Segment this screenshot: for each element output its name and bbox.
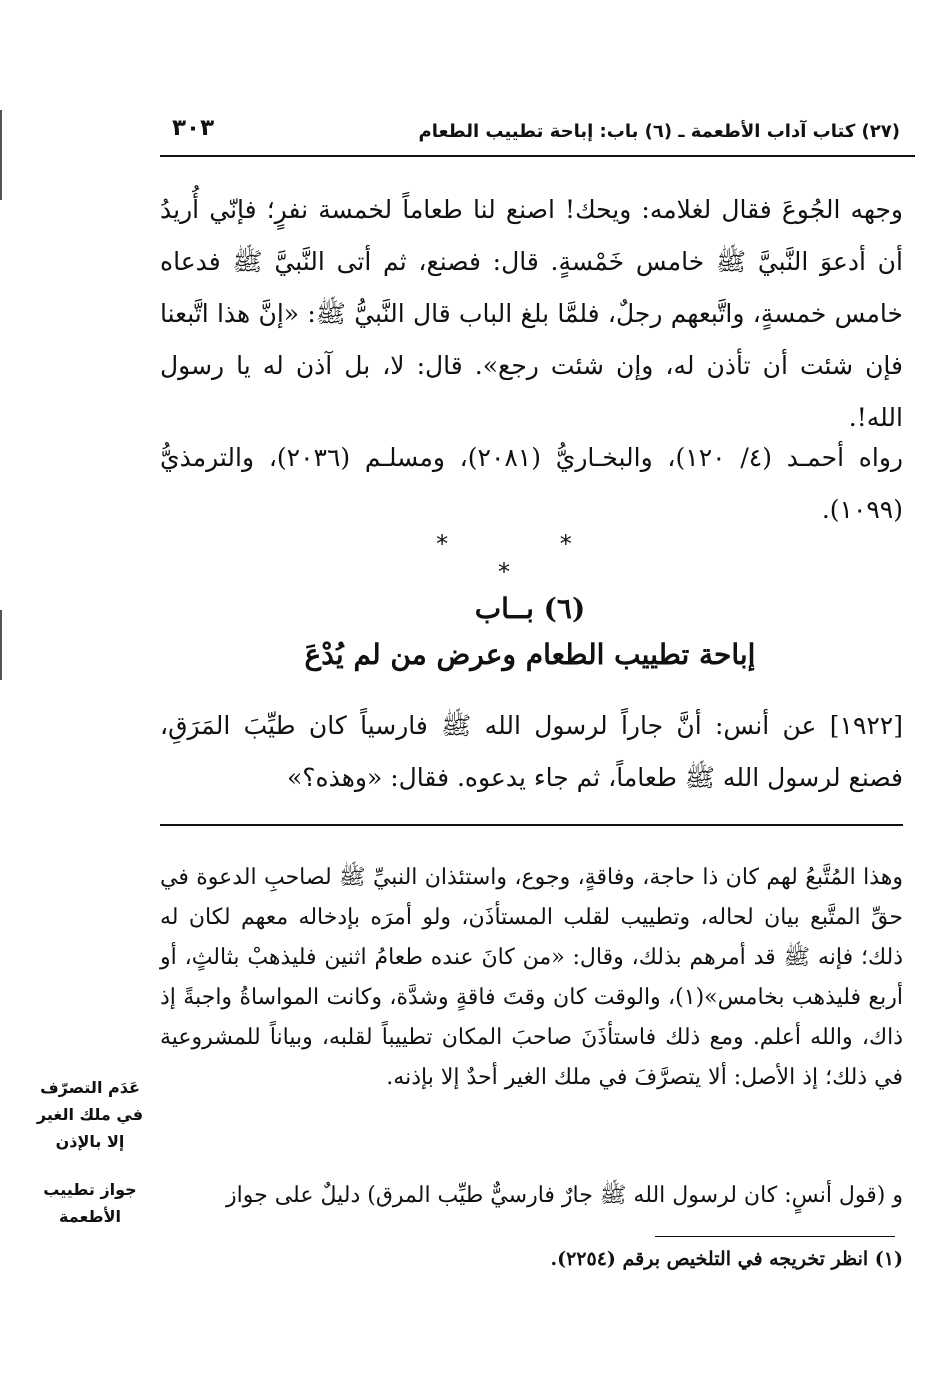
margin-note-ownership: عَدَم التصرّف في ملك الغير إلا بالإذن bbox=[36, 1078, 144, 1151]
commentary-last-line: و (قول أنسٍ: كان لرسول الله ﷺ جارٌ فارسيٌّ طيِّب المرق) دليلٌ على جواز bbox=[226, 1183, 903, 1208]
section-separator: * * * bbox=[436, 530, 624, 586]
main-paragraph: وجهه الجُوعَ فقال لغلامه: ويحك! اصنع لنا طعاماً لخمسة نفرٍ؛ فإنّي أُريدُ أن أدعوَ النَّبيَّ ﷺ خامس خَمْسةٍ. قال: فصنع، ثم أتى النَّبيَّ ﷺ فدعاه خامس خمسةٍ، واتَّبعهم رجلٌ، فلمَّا بلغ الباب قال النَّبيُّ ﷺ: «إنَّ هذا اتَّبعنا فإن شئت أن تأذن له، وإن شئت رجع». قال: لا، بل آذن له يا رسول الله!. bbox=[160, 195, 903, 432]
hadith-paragraph: [١٩٢٢] عن أنس: أنَّ جاراً لرسول الله ﷺ فارسياً كان طيِّبَ المَرَقِ، فصنع لرسول الله ﷺ طعاماً، ثم جاء يدعوه. فقال: «وهذه؟» bbox=[160, 711, 903, 792]
reference-paragraph: رواه أحمـد (٤/ ١٢٠)، والبخـاريُّ (٢٠٨١)، ومسلـم (٢٠٣٦)، والترمذيُّ (١٠٩٩). bbox=[160, 443, 903, 524]
running-header bbox=[160, 115, 900, 151]
header-title: (٢٧) كتاب آداب الأطعمة ـ (٦) باب: إباحة تطييب الطعام bbox=[418, 121, 900, 142]
commentary-paragraph: وهذا المُتَّبعُ لهم كان ذا حاجة، وفاقةٍ، وجوع، واستئذان النبيِّ ﷺ لصاحبِ الدعوة في حقِّ المتَّبع بيان لحاله، وتطييب لقلب المستأذَن، ولو أمرَه بإدخاله معهم لكان له ذلك؛ فإنه ﷺ قد أمرهم بذلك، وقال: «من كانَ عنده طعامُ اثنين فليذهبْ بثالثٍ، أو أربع فليذهب بخامس»(١)، والوقت كان وقتَ فاقةٍ وشدَّة، وكانت المواساةُ واجبةً إذ ذاك، والله أعلم. ومع ذلك فاستأذَنَ صاحبَ المكان تطييباً لقلبه، وبياناً للمشروعية في ذلك؛ إذ الأصل: ألا يتصرَّفَ في ملك الغير أحدٌ إلا بإذنه. bbox=[160, 865, 903, 1090]
header-rule bbox=[160, 155, 915, 157]
footnote: (١) انظر تخريجه في التلخيص برقم (٢٢٥٤). bbox=[550, 1248, 903, 1270]
page-number: ٣٠٣ bbox=[172, 115, 215, 141]
chapter-title: إباحة تطييب الطعام وعرض من لم يُدْعَ bbox=[304, 638, 756, 671]
footnote-rule bbox=[655, 1236, 895, 1237]
margin-note-food: جواز تطييب الأطعمة bbox=[43, 1180, 137, 1226]
commentary-rule bbox=[160, 824, 903, 826]
chapter-number: (٦) بــاب bbox=[474, 592, 586, 625]
scan-edge-mark bbox=[0, 110, 2, 200]
scan-edge-mark bbox=[0, 610, 2, 680]
